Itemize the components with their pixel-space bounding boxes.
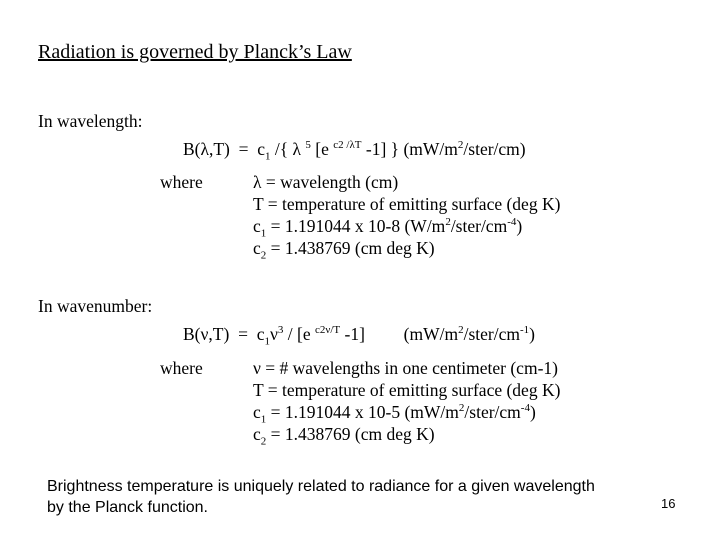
def-lambda: λ = wavelength (cm) (253, 172, 399, 192)
def-temperature: T = temperature of emitting surface (deg K) (253, 194, 561, 214)
eq-lambda-exp: 5 (305, 139, 311, 152)
brightness-note: Brightness temperature is uniquely related to radiance for a given wavelength by the Planck function. (47, 478, 595, 516)
def-c1-c-2: /ster/cm (464, 402, 521, 422)
eq-exp: c2 /λT (333, 139, 362, 152)
wavelength-equation (183, 138, 526, 163)
def-c1-b: = 1.191044 x 10-8 (W/m (266, 216, 446, 236)
eq-open: /{ λ (274, 139, 302, 159)
eq-nu-exp: 3 (277, 324, 284, 337)
def-c2-b: = 1.438769 (cm deg K) (266, 238, 435, 258)
eq-units-a: (mW/m (403, 139, 458, 159)
def-c1-d-2: ) (529, 402, 536, 422)
def-c2-sub: 2 (260, 249, 267, 262)
def-c1-c: /ster/cm (450, 216, 508, 236)
def-c1-d: ) (516, 216, 523, 236)
def-c1-sup2-2: -4 (520, 402, 530, 415)
eq-units (403, 139, 525, 159)
def-c2-a: c (253, 238, 261, 258)
eq-units-b: /ster/cm) (463, 139, 526, 159)
def-c2-a-2: c (253, 424, 261, 444)
eq-nu: ν (269, 324, 278, 344)
def-c2-b-2: = 1.438769 (cm deg K) (266, 424, 435, 444)
eq-units-2 (404, 324, 535, 344)
eq-b-nu: B(ν,T) (183, 324, 230, 344)
wavenumber-definitions (253, 357, 561, 448)
def-c1 (253, 215, 560, 240)
def-c1-sup2: -4 (507, 216, 517, 229)
eq-units-b-2: /ster/cm (463, 324, 520, 344)
def-c1-sub: 1 (260, 227, 267, 240)
wavelength-definitions (253, 171, 561, 262)
def-c1-2 (253, 401, 560, 426)
def-c1-b-2: = 1.191044 x 10-5 (mW/m (266, 402, 459, 422)
def-c1-a: c (253, 216, 261, 236)
def-c1-sup1-2: 2 (458, 402, 465, 415)
def-c1-a-2: c (253, 402, 261, 422)
wavenumber-heading: In wavenumber: (38, 296, 153, 316)
def-c1-sup1: 2 (445, 216, 451, 229)
def-nu: ν = # wavelengths in one centimeter (cm-1) (253, 358, 558, 378)
eq-units-c-2: ) (529, 324, 535, 344)
eq-bracket-2: / [e (283, 324, 311, 344)
page-number: 16 (661, 496, 676, 511)
eq-bracket: [e (315, 139, 329, 159)
eq-tail: -1] } (365, 139, 400, 159)
eq-tail-2: -1] (344, 324, 365, 344)
eq-units-sup-2: 2 (458, 324, 464, 337)
eq-units-sup: 2 (457, 139, 464, 152)
wavenumber-where: where (160, 358, 203, 378)
slide-title: Radiation is governed by Planck’s Law (38, 41, 352, 63)
def-temperature-2: T = temperature of emitting surface (deg K) (253, 380, 561, 400)
eq-equals: = (238, 139, 249, 159)
eq-equals-2: = (238, 324, 248, 344)
def-c2-2 (253, 423, 560, 448)
eq-exp-2: c2ν/T (314, 324, 341, 337)
eq-c1: c (257, 139, 266, 159)
eq-c1-sub-2: 1 (264, 335, 270, 348)
eq-c1-2: c (256, 324, 265, 344)
def-c2-sub-2: 2 (260, 435, 267, 448)
wavelength-where: where (160, 172, 203, 192)
eq-c1-sub: 1 (265, 150, 271, 163)
def-c1-sub-2: 1 (260, 413, 267, 426)
eq-b-lambda: B(λ,T) (183, 139, 230, 159)
def-c2 (253, 237, 560, 262)
wavelength-heading: In wavelength: (38, 111, 143, 131)
wavenumber-equation (183, 323, 535, 348)
eq-units-a-2: (mW/m (403, 324, 459, 344)
eq-units-sup2-2: -1 (519, 324, 530, 337)
